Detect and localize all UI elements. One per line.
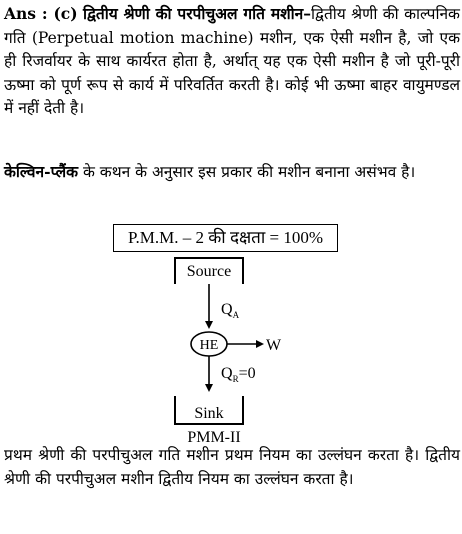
- qr-main: Q: [221, 365, 233, 382]
- answer-paragraph: [4, 2, 460, 121]
- answer-body: द्वितीय श्रेणी की काल्पनिक गति (Perpetual motion machine) मशीन, एक ऐसी मशीन है, जो एक ही रिजर्वायर के साथ कार्यरत होता है, अर्थात् यह एक ऐसी मशीन है जो पूरी-पूरी ऊष्मा को पूर्ण रूप से कार्य में परिवर्तित करती है। कोई भी ऊष्मा बाहर वायुमण्डल में नहीं देती है।: [4, 5, 460, 117]
- qr-value: =0: [238, 365, 256, 382]
- sink-label: Sink: [194, 405, 224, 422]
- efficiency-formula: P.M.M. – 2 की दक्षता = 100%: [113, 224, 338, 252]
- diagram-caption: PMM-II: [187, 429, 241, 446]
- kelvin-planck-body: के कथन के अनुसार इस प्रकार की मशीन बनाना असंभव है।: [78, 163, 416, 181]
- heat-engine-label: HE: [199, 338, 219, 353]
- qr-label: [221, 365, 256, 384]
- work-label: W: [266, 337, 282, 354]
- conclusion-paragraph: प्रथम श्रेणी की परपीचुअल गति मशीन प्रथम नियम का उल्लंघन करता है। द्वितीय श्रेणी की परपीचुअल मशीन द्वितीय नियम का उल्लंघन करता है।: [4, 446, 460, 488]
- qr-subscript: R: [232, 374, 239, 384]
- kelvin-planck-heading: केल्विन-प्लैंक: [4, 162, 79, 181]
- qa-main: Q: [221, 301, 233, 318]
- kelvin-planck-paragraph: [4, 160, 460, 185]
- qa-label: [221, 301, 240, 320]
- pmm2-diagram: [0, 254, 462, 446]
- answer-heading: द्वितीय श्रेणी की परपीचुअल गति मशीन–: [82, 4, 312, 23]
- answer-label: Ans : (c): [4, 4, 78, 23]
- source-label: Source: [186, 263, 232, 280]
- qa-subscript: A: [232, 310, 240, 320]
